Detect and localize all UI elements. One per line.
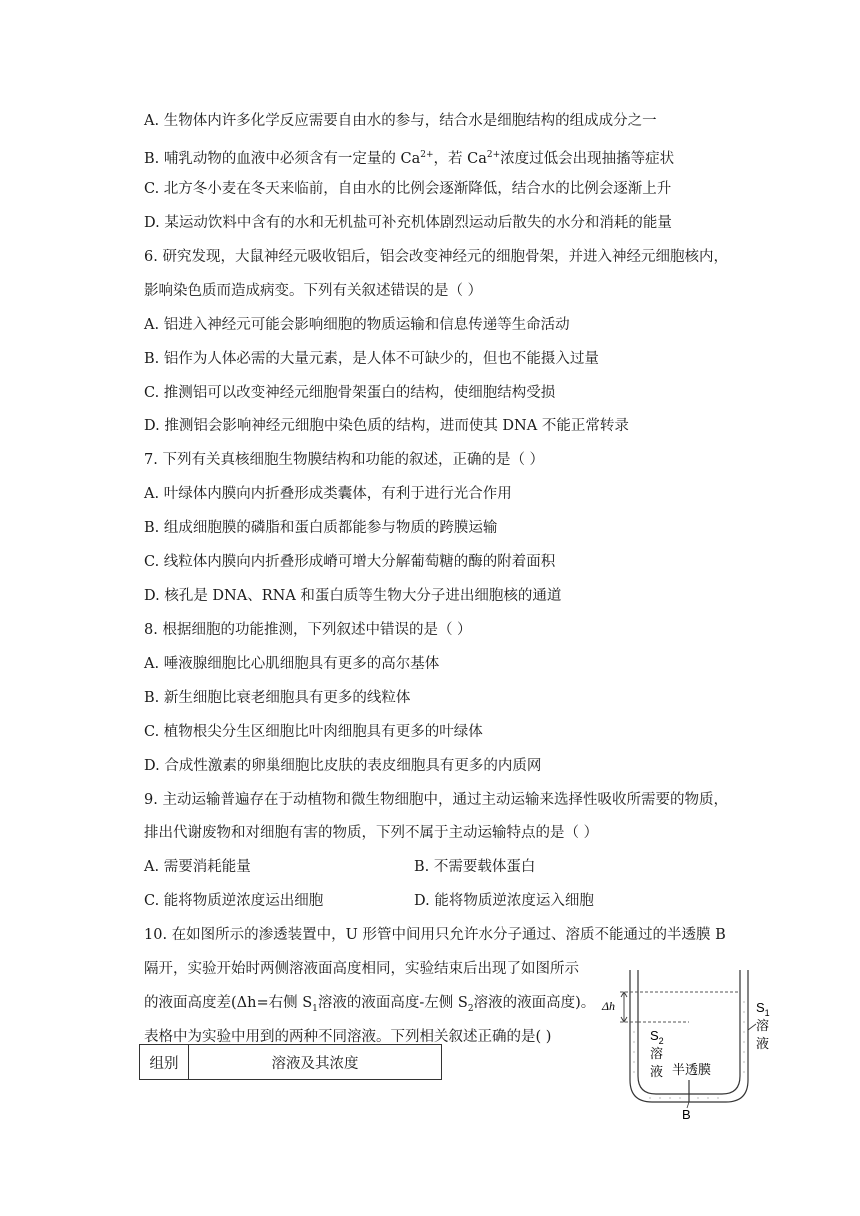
s2-char2: 液: [650, 1064, 664, 1079]
q8-option-a: A. 唾液腺细胞比心肌细胞具有更多的高尔基体: [144, 656, 440, 672]
s2-label: [650, 1028, 664, 1046]
s1-pointer: [748, 1024, 756, 1030]
q10-stem-line1: 10. 在如图所示的渗透装置中，U 形管中间用只允许水分子通过、溶质不能通过的半透膜 B: [144, 927, 726, 943]
q10-l3-part1: 的液面高度差(Δh=右侧 S: [144, 995, 313, 1011]
q9-option-a: A. 需要消耗能量: [144, 859, 251, 875]
s2-sub: 2: [658, 1036, 664, 1046]
q6-stem-line1: 6. 研究发现，大鼠神经元吸收铝后，铝会改变神经元的细胞骨架，并进入神经元细胞核内，: [144, 249, 728, 265]
q10-stem-line4: 表格中为实验中用到的两种不同溶液。下列相关叙述正确的是( ): [144, 1029, 552, 1045]
q10-l3-sub1: 1: [312, 1003, 318, 1014]
q5-option-b: [144, 145, 674, 169]
table-header-row: [140, 1045, 442, 1080]
q10-stem-line2: 隔开，实验开始时两侧溶液面高度相同，实验结束后出现了如图所示: [144, 961, 579, 977]
q10-stem-line3: [144, 993, 595, 1019]
dh-marker: [621, 992, 627, 1022]
q10-l3-part2: 溶液的液面高度-左侧 S: [317, 995, 468, 1011]
q5-b-part1: B. 哺乳动物的血液中必须含有一定量的 Ca: [144, 150, 421, 167]
q7-option-d: D. 核孔是 DNA、RNA 和蛋白质等生物大分子进出细胞核的通道: [144, 588, 562, 604]
s1-char1: 溶: [756, 1018, 770, 1033]
q6-option-a: A. 铝进入神经元可能会影响细胞的物质运输和信息传递等生命活动: [144, 317, 570, 333]
q9-option-c: C. 能将物质逆浓度运出细胞: [144, 893, 324, 909]
membrane-label: 半透膜: [672, 1062, 712, 1077]
s2-s: S: [650, 1028, 659, 1043]
q7-option-a: A. 叶绿体内膜向内折叠形成类囊体，有利于进行光合作用: [144, 486, 512, 502]
q6-option-d: D. 推测铝会影响神经元细胞中染色质的结构，进而使其 DNA 不能正常转录: [144, 418, 629, 434]
osmosis-u-tube-figure: [600, 962, 790, 1122]
q7-option-b: B. 组成细胞膜的磷脂和蛋白质都能参与物质的跨膜运输: [144, 520, 498, 536]
s1-sub: 1: [764, 1008, 770, 1018]
q5-option-c: C. 北方冬小麦在冬天来临前，自由水的比例会逐渐降低，结合水的比例会逐渐上升: [144, 181, 672, 197]
q9-option-b: B. 不需要载体蛋白: [414, 859, 536, 875]
s2-char1: 溶: [650, 1046, 664, 1061]
q8-option-c: C. 植物根尖分生区细胞比叶肉细胞具有更多的叶绿体: [144, 724, 483, 740]
q8-option-b: B. 新生细胞比衰老细胞具有更多的线粒体: [144, 690, 411, 706]
solution-table: [139, 1044, 442, 1080]
q6-option-b: B. 铝作为人体必需的大量元素，是人体不可缺少的，但也不能摄入过量: [144, 351, 599, 367]
q9-stem-line2: 排出代谢废物和对细胞有害的物质，下列不属于主动运输特点的是（ ）: [144, 825, 599, 841]
s1-label: [756, 1000, 770, 1018]
q7-option-c: C. 线粒体内膜向内折叠形成嵴可增大分解葡萄糖的酶的附着面积: [144, 554, 556, 570]
q7-stem: 7. 下列有关真核细胞生物膜结构和功能的叙述，正确的是（ ）: [144, 452, 545, 468]
u-tube-walls: [630, 970, 748, 1102]
q10-l3-sub2: 2: [467, 1003, 474, 1014]
s1-s: S: [756, 1000, 765, 1015]
s1-char2: 液: [756, 1036, 770, 1051]
q5-b-part2: ，若 Ca: [433, 150, 487, 167]
dh-label: Δh: [602, 999, 616, 1013]
q9-stem-line1: 9. 主动运输普遍存在于动植物和微生物细胞中，通过主动运输来选择性吸收所需要的物质，: [144, 792, 728, 808]
table-header-group: 组别: [140, 1045, 189, 1080]
q10-l3-part3: 溶液的液面高度)。: [473, 995, 596, 1011]
q6-stem-line2: 影响染色质而造成病变。下列有关叙述错误的是（ ）: [144, 283, 483, 299]
q9-option-d: D. 能将物质逆浓度运入细胞: [414, 893, 594, 909]
q5-b-sup2: 2+: [486, 150, 501, 160]
q5-b-sup1: 2+: [420, 150, 434, 160]
table-header-solution: 溶液及其浓度: [189, 1045, 442, 1080]
q8-option-d: D. 合成性激素的卵巢细胞比皮肤的表皮细胞具有更多的内质网: [144, 758, 542, 774]
q8-stem: 8. 根据细胞的功能推测，下列叙述中错误的是（ ）: [144, 622, 472, 638]
q5-option-a: A. 生物体内许多化学反应需要自由水的参与，结合水是细胞结构的组成成分之一: [144, 113, 657, 129]
q5-b-part3: 浓度过低会出现抽搐等症状: [500, 150, 675, 167]
q5-option-d: D. 某运动饮料中含有的水和无机盐可补充机体剧烈运动后散失的水分和消耗的能量: [144, 215, 672, 231]
b-label: B: [682, 1107, 691, 1122]
q6-option-c: C. 推测铝可以改变神经元细胞骨架蛋白的结构，使细胞结构受损: [144, 385, 556, 401]
